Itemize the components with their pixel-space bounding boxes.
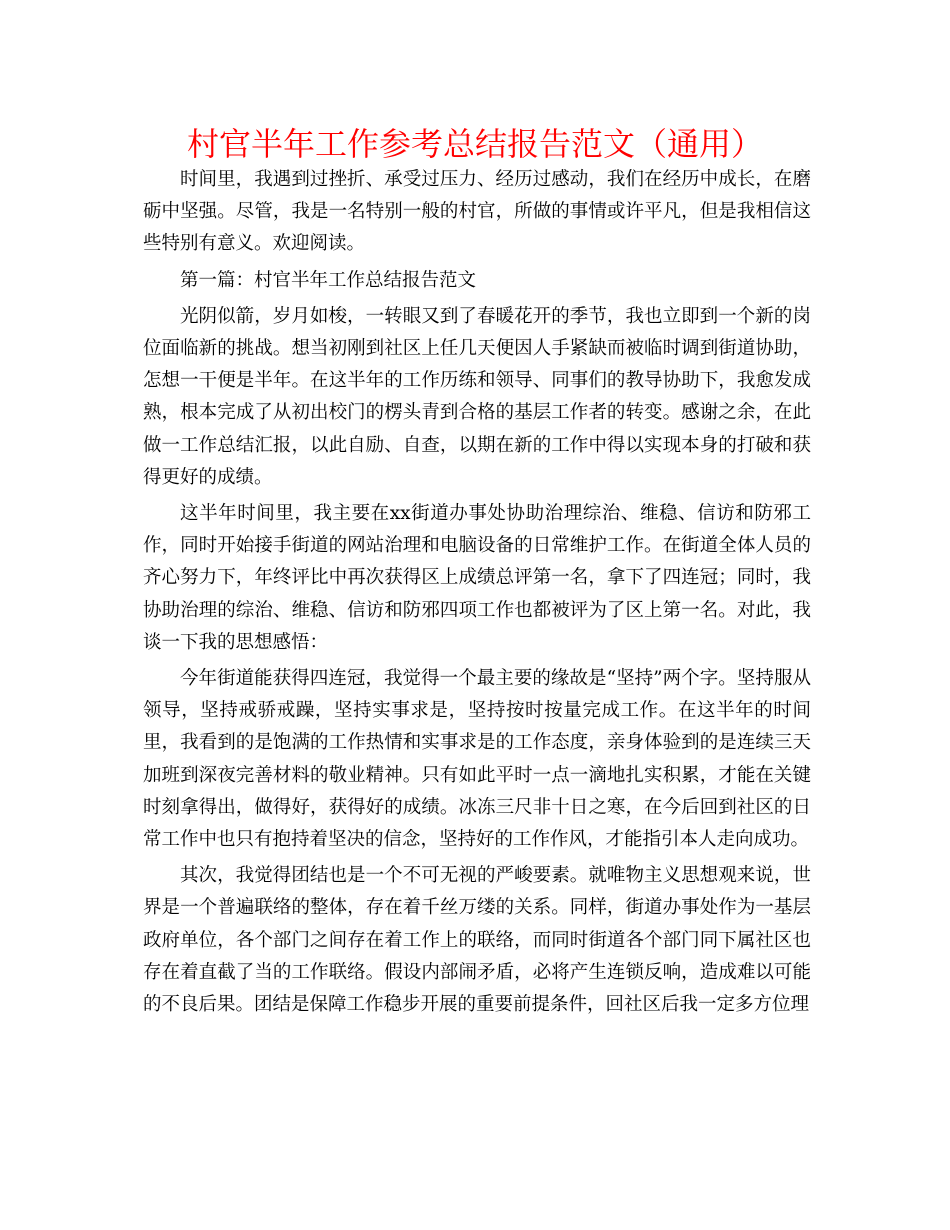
document-body xyxy=(143,164,811,1025)
paragraph: 其次，我觉得团结也是一个不可无视的严峻要素。就唯物主义思想观来说，世界是一个普遍联络的整体，存在着千丝万缕的关系。同样，街道办事处作为一基层政府单位，各个部门之间存在着工作上的联络，而同时街道各个部门同下属社区也存在着直截了当的工作联络。假设内部闹矛盾，必将产生连锁反响，造成难以可能的不良后果。团结是保障工作稳步开展的重要前提条件，回社区后我一定多方位理 xyxy=(143,865,811,1016)
paragraph: 光阴似箭，岁月如梭，一转眼又到了春暖花开的季节，我也立即到一个新的岗位面临新的挑战。想当初刚到社区上任几天便因人手紧缺而被临时调到街道协助，怎想一干便是半年。在这半年的工作历练和领导、同事们的教导协助下，我愈发成熟，根本完成了从初出校门的楞头青到合格的基层工作者的转变。感谢之余，在此做一工作总结汇报，以此自励、自查，以期在新的工作中得以实现本身的打破和获得更好的成绩。 xyxy=(143,305,811,488)
paragraph: 今年街道能获得四连冠，我觉得一个最主要的缘故是“坚持”两个字。坚持服从领导，坚持戒骄戒躁，坚持实事求是，坚持按时按量完成工作。在这半年的时间里，我看到的是饱满的工作热情和实事求是的工作态度，亲身体验到的是连续三天加班到深夜完善材料的敬业精神。只有如此平时一点一滴地扎实积累，才能在关键时刻拿得出，做得好，获得好的成绩。冰冻三尺非十日之寒，在今后回到社区的日常工作中也只有抱持着坚决的信念，坚持好的工作作风，才能指引本人走向成功。 xyxy=(143,668,811,851)
paragraph: 这半年时间里，我主要在xx街道办事处协助治理综治、维稳、信访和防邪工作，同时开始接手街道的网站治理和电脑设备的日常维护工作。在街道全体人员的齐心努力下，年终评比中再次获得区上成绩总评第一名，拿下了四连冠；同时，我协助治理的综治、维稳、信访和防邪四项工作也都被评为了区上第一名。对此，我谈一下我的思想感悟： xyxy=(143,503,811,653)
section-heading: 第一篇：村官半年工作总结报告范文 xyxy=(180,269,477,291)
document-title: 村官半年工作参考总结报告范文（通用） xyxy=(186,125,763,163)
paragraph-intro: 时间里，我遇到过挫折、承受过压力、经历过感动，我们在经历中成长，在磨砺中坚强。尽管，我是一名特别一般的村官，所做的事情或许平凡，但是我相信这些特别有意义。欢迎阅读。 xyxy=(143,169,811,255)
